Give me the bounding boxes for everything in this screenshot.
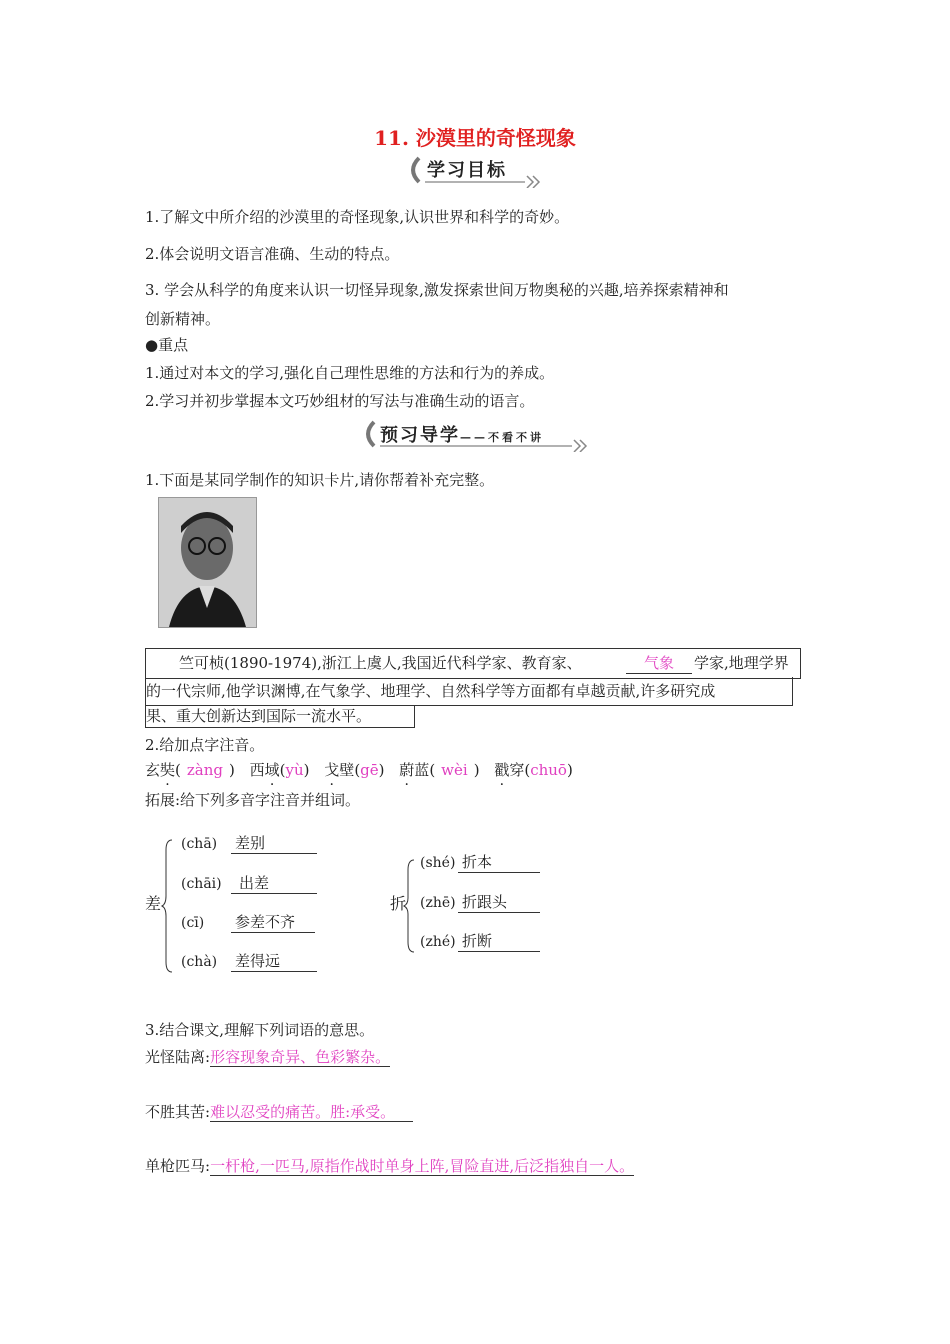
polyphone-entry: (chā) 差别: [181, 832, 317, 854]
pinyin-item: 玄奘( zàng ): [145, 761, 240, 779]
goal-3-cont: 创新精神。: [145, 310, 221, 328]
polyphone-entry: (zhē) 折跟头: [420, 891, 540, 913]
polyphone-char: 折: [390, 894, 407, 913]
meaning-row: 单枪匹马:一杆枪,一匹马,原指作战时单身上阵,冒险直进,后泛指独自一人。: [145, 1157, 635, 1175]
meaning-answer: 难以忍受的痛苦。胜:承受。: [210, 1103, 413, 1122]
key-point-2: 2.学习并初步掌握本文巧妙组材的写法与准确生动的语言。: [145, 392, 535, 410]
polyphone-entry: (zhé) 折断: [420, 930, 540, 952]
pinyin-list: [145, 759, 573, 780]
pinyin-item: 西域(yù): [249, 761, 315, 779]
question-3: 3.结合课文,理解下列词语的意思。: [145, 1021, 375, 1039]
polyphone-entry: (chāi) 出差: [181, 872, 317, 894]
badge-label: 预习导学——不看不讲: [380, 425, 544, 446]
question-1: 1.下面是某同学制作的知识卡片,请你帮着补充完整。: [145, 471, 495, 489]
section-badge-preview: [360, 416, 590, 452]
goal-1: 1.了解文中所介绍的沙漠里的奇怪现象,认识世界和科学的奇妙。: [145, 208, 570, 226]
key-label: ●重点: [145, 336, 189, 354]
goal-3: 3. 学会从科学的角度来认识一切怪异现象,激发探索世间万物奥秘的兴趣,培养探索精神和: [145, 281, 729, 299]
polyphone-char: 差: [145, 894, 162, 913]
card-line-1: 竺可桢(1890-1974),浙江上虞人,我国近代科学家、教育家、 气象 学家,地理学界: [145, 648, 801, 679]
badge-label: 学习目标: [427, 160, 507, 181]
pinyin-item: 戳穿(chuō): [494, 761, 573, 779]
polyphone-entry: (chà) 差得远: [181, 950, 317, 972]
polyphone-entry: (cī) 参差不齐: [181, 911, 315, 933]
meaning-answer: 一杆枪,一匹马,原指作战时单身上阵,冒险直进,后泛指独自一人。: [210, 1157, 635, 1175]
meaning-row: 光怪陆离:形容现象奇异、色彩繁杂。: [145, 1048, 391, 1066]
card-answer: 气象: [626, 652, 692, 674]
polyphone-entry: (shé) 折本: [420, 851, 540, 873]
card-line-3: 果、重大创新达到国际一流水平。: [145, 705, 415, 728]
meaning-answer: 形容现象奇异、色彩繁杂。: [210, 1048, 391, 1066]
meaning-row: 不胜其苦:难以忍受的痛苦。胜:承受。: [145, 1101, 413, 1123]
pinyin-item: 蔚蓝( wèi ): [399, 761, 485, 779]
pinyin-item: 戈壁(gē): [324, 761, 390, 779]
card-line-2: 的一代宗师,他学识渊博,在气象学、地理学、自然科学等方面都有卓越贡献,许多研究成: [145, 677, 793, 706]
extension-label: 拓展:给下列多音字注音并组词。: [145, 791, 361, 809]
section-badge-goals: [405, 152, 545, 188]
question-2: 2.给加点字注音。: [145, 736, 265, 754]
page-title: 11. 沙漠里的奇怪现象: [374, 126, 576, 150]
key-point-1: 1.通过对本文的学习,强化自己理性思维的方法和行为的养成。: [145, 364, 555, 382]
brace-icon: [160, 836, 178, 976]
brace-icon: [402, 856, 420, 956]
goal-2: 2.体会说明文语言准确、生动的特点。: [145, 245, 400, 263]
portrait-photo: [158, 497, 257, 628]
